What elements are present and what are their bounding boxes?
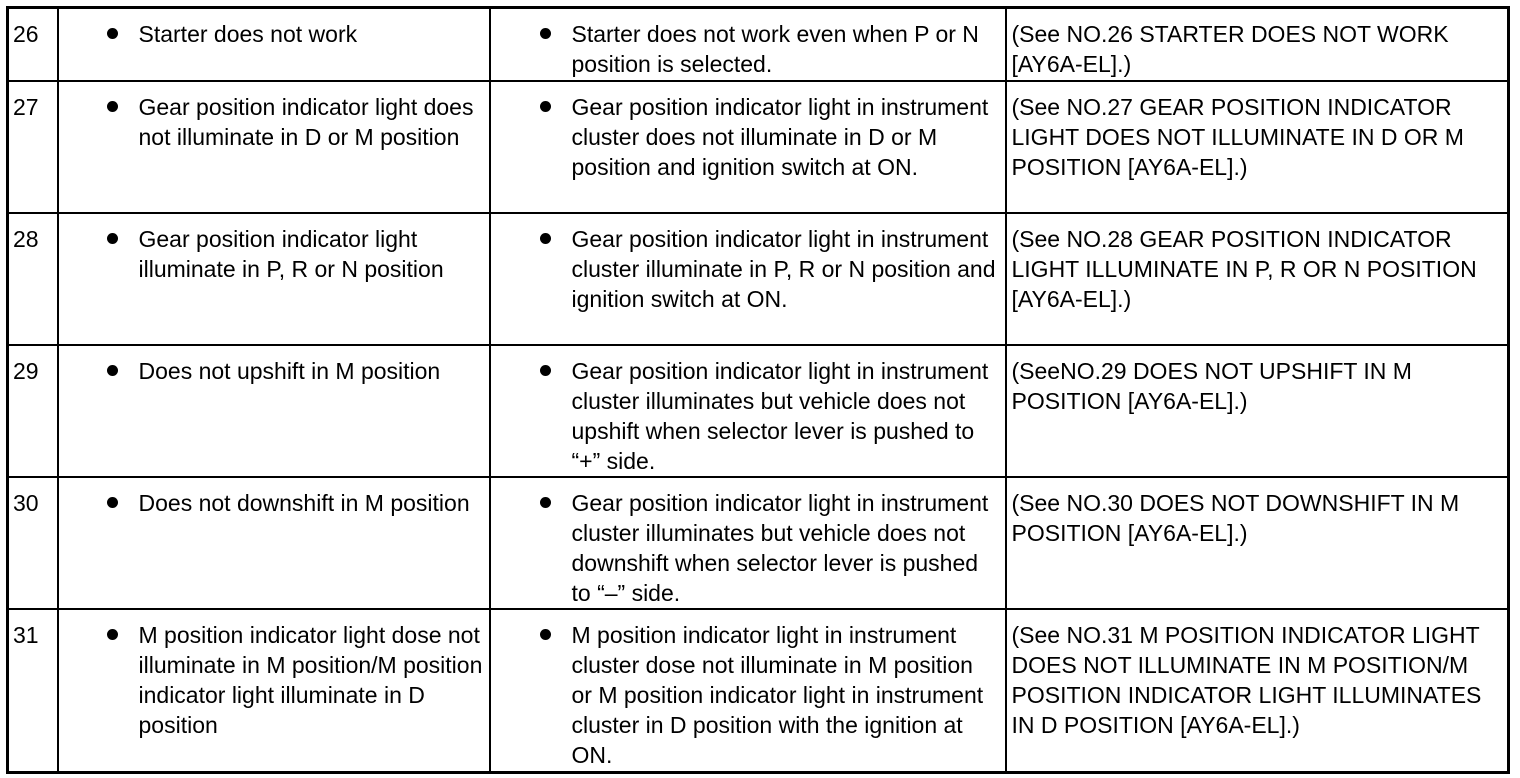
symptom-text: M position indicator light dose not illuminate in M position/M position indicator light illuminate in D position [138, 621, 483, 738]
symptom-text: Gear position indicator light does not illuminate in D or M position [138, 93, 474, 150]
condition-cell [490, 345, 1006, 477]
table-row [8, 81, 1509, 213]
symptom-cell [58, 477, 490, 609]
bullet-icon [540, 497, 551, 508]
condition-text: M position indicator light in instrument cluster dose not illuminate in M position or M position indicator light in instrument cluster in D position with the ignition at ON. [571, 621, 984, 768]
reference-cell: (See NO.31 M POSITION INDICATOR LIGHT DOES NOT ILLUMINATE IN M POSITION/M POSITION INDICATOR LIGHT ILLUMINATES IN D POSITION [AY6A-EL].) [1006, 609, 1509, 773]
reference-cell: (See NO.28 GEAR POSITION INDICATOR LIGHT ILLUMINATE IN P, R OR N POSITION [AY6A-EL].) [1006, 213, 1509, 345]
bullet-icon [540, 629, 551, 640]
symptom-cell [58, 609, 490, 773]
bullet-icon [107, 629, 118, 640]
condition-text: Gear position indicator light in instrument cluster does not illuminate in D or M position and ignition switch at ON. [571, 93, 989, 180]
symptom-text: Starter does not work [138, 21, 358, 47]
symptom-text: Gear position indicator light illuminate in P, R or N position [138, 225, 444, 282]
symptom-cell [58, 8, 490, 81]
condition-text: Gear position indicator light in instrument cluster illuminates but vehicle does not downshift when selector lever is pushed to “–” side. [571, 489, 989, 606]
table-row [8, 8, 1509, 81]
condition-text: Gear position indicator light in instrument cluster illuminates but vehicle does not upshift when selector lever is pushed to “+” side. [571, 357, 989, 474]
condition-cell [490, 609, 1006, 773]
row-number: 29 [8, 345, 58, 477]
condition-cell [490, 477, 1006, 609]
bullet-icon [107, 365, 118, 376]
condition-text: Starter does not work even when P or N position is selected. [571, 21, 979, 77]
troubleshooting-table [6, 6, 1510, 774]
reference-cell: (See NO.26 STARTER DOES NOT WORK [AY6A-EL].) [1006, 8, 1509, 81]
symptom-cell [58, 345, 490, 477]
symptom-cell [58, 81, 490, 213]
symptom-text: Does not downshift in M position [138, 489, 470, 516]
reference-cell: (SeeNO.29 DOES NOT UPSHIFT IN M POSITION [AY6A-EL].) [1006, 345, 1509, 477]
row-number: 27 [8, 81, 58, 213]
row-number: 28 [8, 213, 58, 345]
condition-text: Gear position indicator light in instrument cluster illuminate in P, R or N position and ignition switch at ON. [571, 225, 996, 312]
bullet-icon [107, 233, 118, 244]
condition-cell [490, 8, 1006, 81]
table-row [8, 345, 1509, 477]
row-number: 30 [8, 477, 58, 609]
row-number: 26 [8, 8, 58, 81]
reference-cell: (See NO.27 GEAR POSITION INDICATOR LIGHT DOES NOT ILLUMINATE IN D OR M POSITION [AY6A-EL].) [1006, 81, 1509, 213]
row-number: 31 [8, 609, 58, 773]
bullet-icon [540, 365, 551, 376]
bullet-icon [540, 233, 551, 244]
symptom-text: Does not upshift in M position [138, 357, 441, 384]
bullet-icon [540, 28, 551, 39]
bullet-icon [107, 28, 118, 39]
bullet-icon [540, 101, 551, 112]
symptom-cell [58, 213, 490, 345]
bullet-icon [107, 101, 118, 112]
table-row [8, 477, 1509, 609]
table-row [8, 609, 1509, 773]
reference-cell: (See NO.30 DOES NOT DOWNSHIFT IN M POSITION [AY6A-EL].) [1006, 477, 1509, 609]
table-row [8, 213, 1509, 345]
bullet-icon [107, 497, 118, 508]
condition-cell [490, 213, 1006, 345]
condition-cell [490, 81, 1006, 213]
